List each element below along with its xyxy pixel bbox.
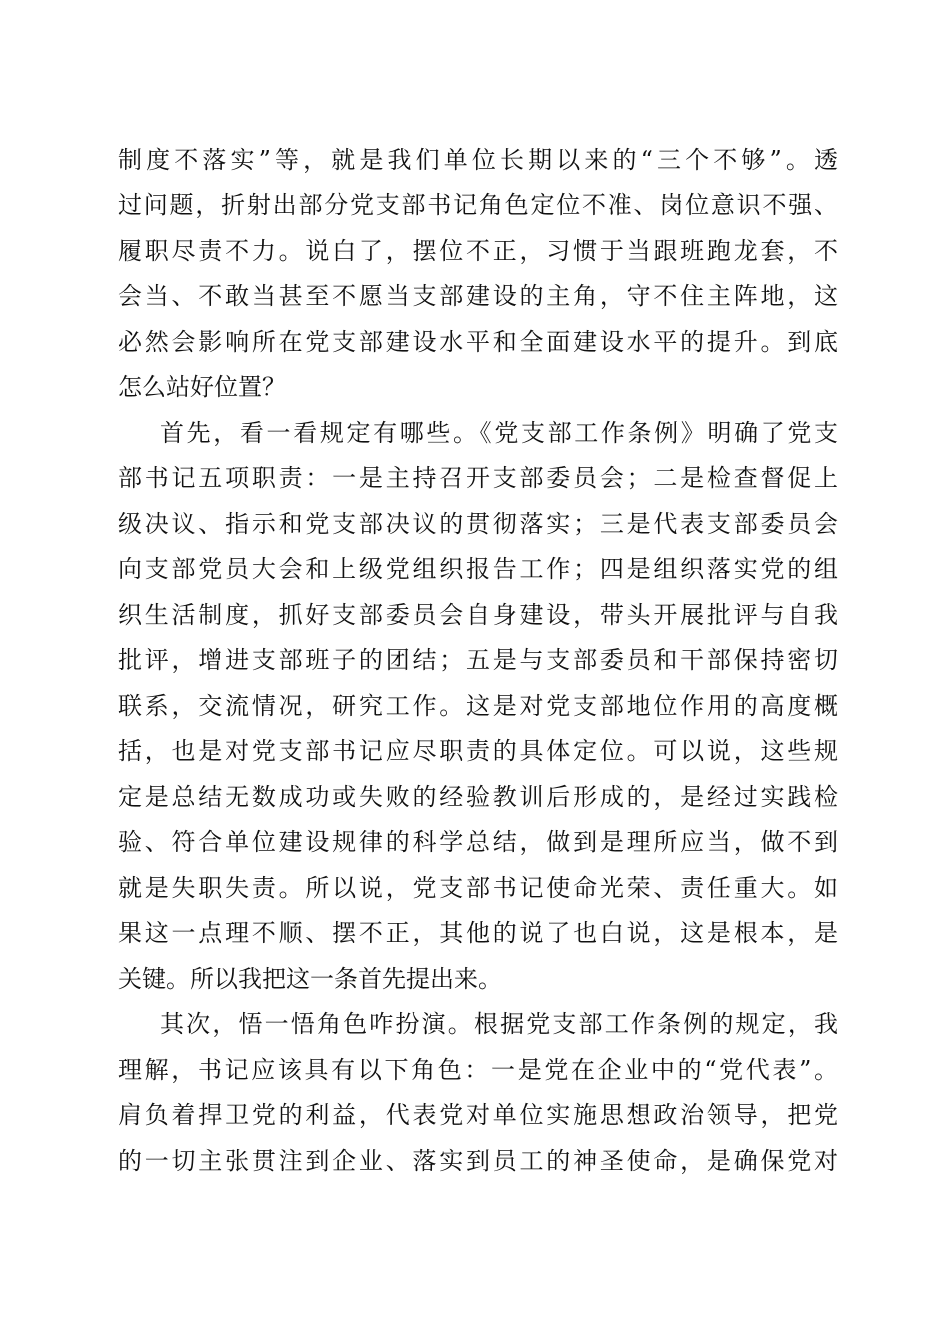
text-line: 括，也是对党支部书记应尽职责的具体定位。可以说，这些规 (118, 737, 838, 765)
text-line: 会当、不敢当甚至不愿当支部建设的主角，守不住主阵地，这 (118, 282, 838, 310)
text-line: 制度不落实”等，就是我们单位长期以来的“三个不够”。透 (118, 146, 838, 174)
text-line: 验、符合单位建设规律的科学总结，做到是理所应当，做不到 (118, 828, 838, 856)
text-line: 果这一点理不顺、摆不正，其他的说了也白说，这是根本，是 (118, 919, 838, 947)
text-line: 部书记五项职责：一是主持召开支部委员会；二是检查督促上 (118, 464, 838, 492)
text-line: 联系，交流情况，研究工作。这是对党支部地位作用的高度概 (118, 692, 838, 720)
text-line: 级决议、指示和党支部决议的贯彻落实；三是代表支部委员会 (118, 510, 838, 538)
text-line: 必然会影响所在党支部建设水平和全面建设水平的提升。到底 (118, 328, 838, 356)
text-line: 就是失职失责。所以说，党支部书记使命光荣、责任重大。如 (118, 874, 838, 902)
text-line: 过问题，折射出部分党支部书记角色定位不准、岗位意识不强、 (118, 191, 838, 219)
paragraph-first-line: 其次，悟一悟角色咋扮演。根据党支部工作条例的规定，我 (160, 1010, 838, 1038)
text-line: 关键。所以我把这一条首先提出来。 (118, 965, 502, 993)
text-line: 理解，书记应该具有以下角色：一是党在企业中的“党代表”。 (118, 1056, 838, 1084)
text-line: 履职尽责不力。说白了，摆位不正，习惯于当跟班跑龙套，不 (118, 237, 838, 265)
text-line: 肩负着捍卫党的利益，代表党对单位实施思想政治领导，把党 (118, 1101, 838, 1129)
text-line: 织生活制度，抓好支部委员会自身建设，带头开展批评与自我 (118, 601, 838, 629)
text-line: 向支部党员大会和上级党组织报告工作；四是组织落实党的组 (118, 555, 838, 583)
text-line: 定是总结无数成功或失败的经验教训后形成的，是经过实践检 (118, 783, 838, 811)
paragraph-first-line: 首先，看一看规定有哪些。《党支部工作条例》明确了党支 (160, 419, 838, 447)
text-line: 的一切主张贯注到企业、落实到员工的神圣使命，是确保党对 (118, 1147, 838, 1175)
text-line: 批评，增进支部班子的团结；五是与支部委员和干部保持密切 (118, 646, 838, 674)
text-line: 怎么站好位置？ (118, 373, 286, 401)
